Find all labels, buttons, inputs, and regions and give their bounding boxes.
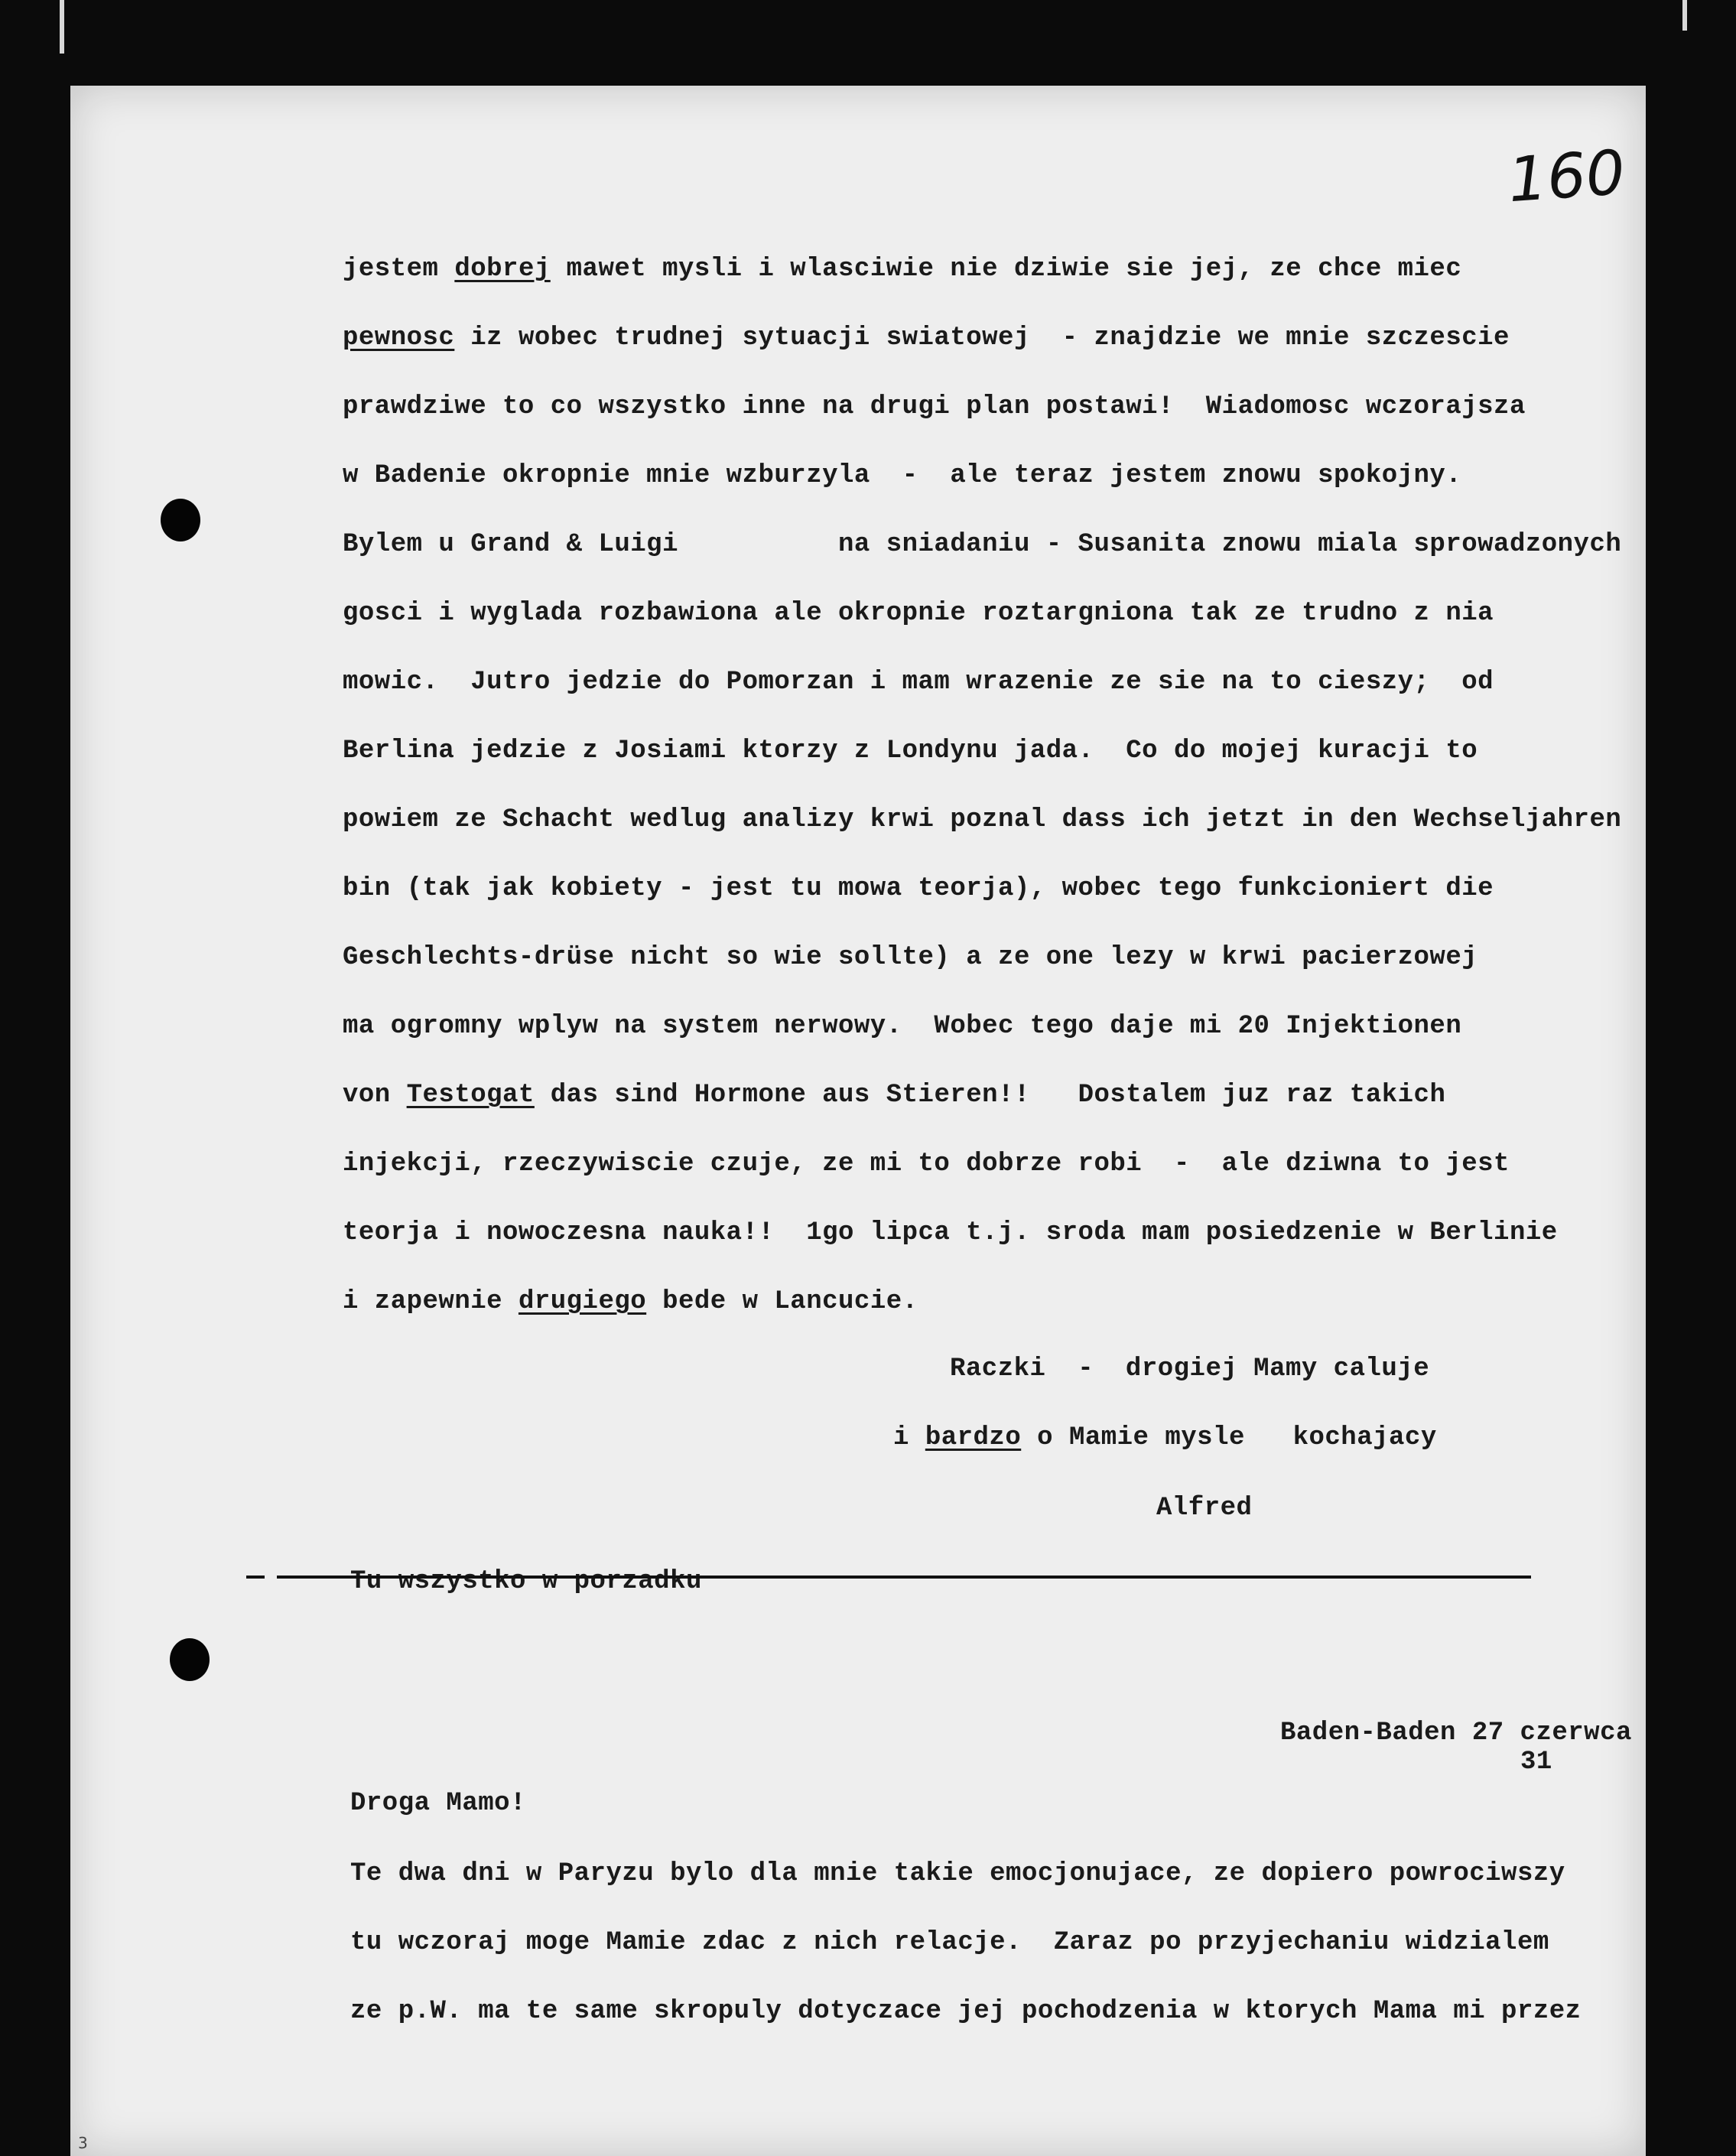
- letter2-line: [350, 1858, 1565, 1889]
- document-page: [70, 86, 1646, 2156]
- letter-divider: [277, 1576, 1531, 1579]
- line-text: von: [343, 1081, 407, 1110]
- letter1-line: [343, 942, 1478, 973]
- signature: Alfred: [1156, 1494, 1253, 1523]
- film-mark-left: [60, 0, 64, 54]
- letter1-line: [343, 667, 1494, 698]
- postscript: Tu wszystko w porzadku: [350, 1567, 702, 1596]
- line-text: bede w Lancucie.: [646, 1287, 918, 1316]
- line-text: mawet mysli i wlasciwie nie dziwie sie jej, ze chce miec: [550, 255, 1462, 284]
- line-text: Te dwa dni w Paryzu bylo dla mnie takie emocjonujace, ze dopiero powrociwszy: [350, 1859, 1565, 1888]
- line-text: das sind Hormone aus Stieren!! Dostalem juz raz takich: [534, 1081, 1446, 1110]
- punch-hole-top: [161, 499, 200, 541]
- punch-hole-bottom: [170, 1638, 210, 1681]
- underlined-word: Testogat: [406, 1081, 535, 1110]
- underlined-word: drugiego: [518, 1287, 647, 1316]
- line-text: Raczki - drogiej Mamy caluje: [950, 1354, 1430, 1384]
- underlined-word: bardzo: [925, 1423, 1022, 1452]
- letter2-year: 31: [1520, 1748, 1552, 1777]
- closing-line: [893, 1423, 1437, 1453]
- line-text: teorja i nowoczesna nauka!! 1go lipca t.j. sroda mam posiedzenie w Berlinie: [343, 1218, 1558, 1247]
- line-text: jestem: [343, 255, 455, 284]
- line-text: powiem ze Schacht wedlug analizy krwi poznal dass ich jetzt in den Wechseljahren: [343, 805, 1622, 834]
- letter2-line: [350, 1927, 1549, 1958]
- line-text: i zapewnie: [343, 1287, 519, 1316]
- edge-mark: 3: [78, 2134, 88, 2152]
- letter1-line: [343, 873, 1494, 904]
- line-text: o Mamie mysle kochajacy: [1021, 1423, 1437, 1452]
- letter1-line: [343, 1080, 1445, 1111]
- line-text: prawdziwe to co wszystko inne na drugi plan postawi! Wiadomosc wczorajsza: [343, 392, 1526, 421]
- line-text: bin (tak jak kobiety - jest tu mowa teorja), wobec tego funkcioniert die: [343, 874, 1494, 903]
- line-text: mowic. Jutro jedzie do Pomorzan i mam wrazenie ze sie na to cieszy; od: [343, 668, 1494, 697]
- letter1-line: [343, 1286, 918, 1317]
- line-text: Geschlechts-drüse nicht so wie sollte) a ze one lezy w krwi pacierzowej: [343, 943, 1478, 972]
- letter1-line: [343, 1218, 1558, 1248]
- line-text: gosci i wyglada rozbawiona ale okropnie roztargniona tak ze trudno z nia: [343, 599, 1494, 628]
- line-text: iz wobec trudnej sytuacji swiatowej - znajdzie we mnie szczescie: [454, 324, 1510, 353]
- closing-line: [950, 1354, 1429, 1384]
- underlined-word: pewnosc: [343, 324, 455, 353]
- page-number: 160: [1505, 136, 1627, 216]
- letter2-line: [350, 1996, 1582, 2027]
- line-text: ze p.W. ma te same skropuly dotyczace jej pochodzenia w ktorych Mama mi przez: [350, 1997, 1582, 2026]
- letter1-line: [343, 598, 1494, 629]
- letter1-line: [343, 323, 1510, 353]
- letter1-line: [343, 460, 1461, 491]
- letter1-line: [343, 805, 1621, 835]
- line-text: injekcji, rzeczywiscie czuje, ze mi to dobrze robi - ale dziwna to jest: [343, 1150, 1510, 1179]
- line-text: Bylem u Grand & Luigi na sniadaniu - Susanita znowu miala sprowadzonych: [343, 530, 1622, 559]
- line-text: tu wczoraj moge Mamie zdac z nich relacje. Zaraz po przyjechaniu widzialem: [350, 1928, 1549, 1957]
- letter1-line: [343, 736, 1478, 766]
- letter1-line: [343, 254, 1461, 285]
- letter1-line: [343, 1149, 1510, 1179]
- line-text: w Badenie okropnie mnie wzburzyla - ale teraz jestem znowu spokojny.: [343, 461, 1462, 490]
- letter2-salutation: Droga Mamo!: [350, 1789, 526, 1818]
- letter2-place-date: Baden-Baden 27 czerwca: [1280, 1719, 1632, 1748]
- film-mark-right: [1682, 0, 1687, 31]
- letter1-line: [343, 1011, 1461, 1042]
- line-text: ma ogromny wplyw na system nerwowy. Wobec tego daje mi 20 Injektionen: [343, 1012, 1462, 1041]
- divider-dash: [246, 1576, 265, 1579]
- letter1-line: [343, 392, 1526, 422]
- line-text: i: [893, 1423, 925, 1452]
- letter1-line: [343, 529, 1621, 560]
- line-text: Berlina jedzie z Josiami ktorzy z Londynu jada. Co do mojej kuracji to: [343, 737, 1478, 766]
- underlined-word: dobrej: [454, 255, 551, 284]
